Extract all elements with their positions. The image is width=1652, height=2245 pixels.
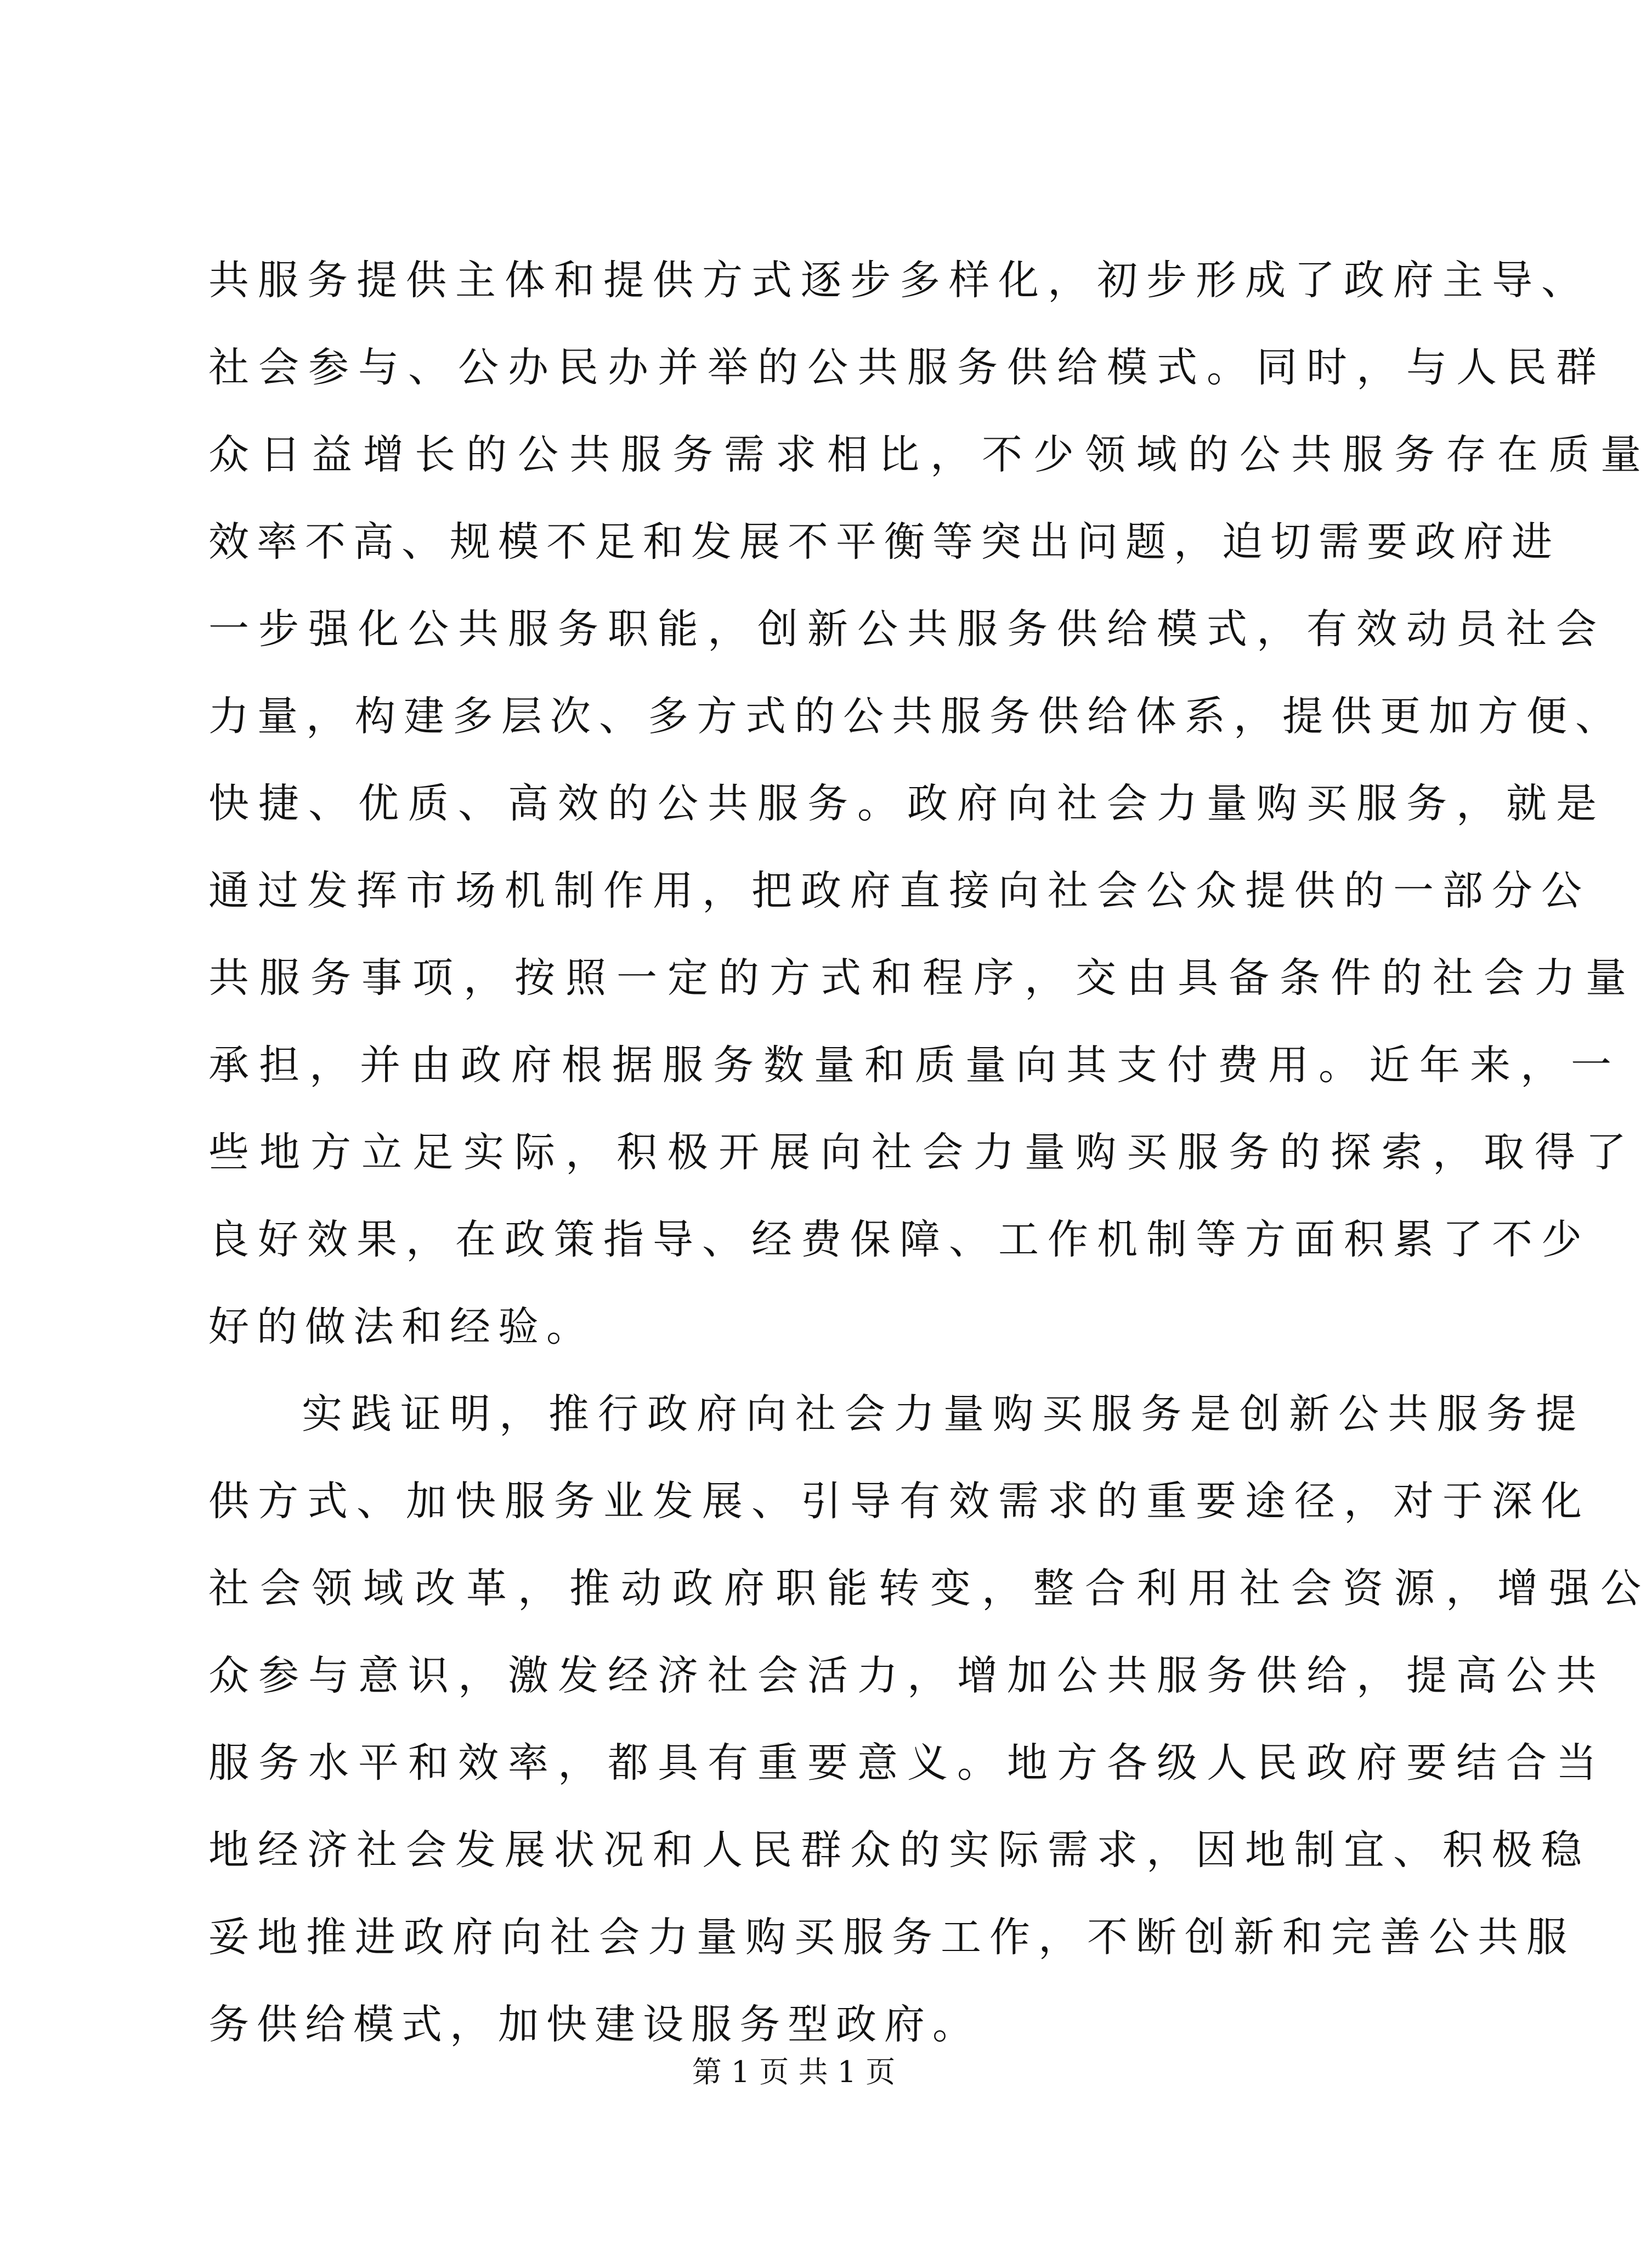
text-line: 供方式、加快服务业发展、引导有效需求的重要途径，对于深化: [208, 1478, 1591, 1525]
text-line: 共服务提供主体和提供方式逐步多样化，初步形成了政府主导、: [208, 257, 1591, 304]
text-line: 地经济社会发展状况和人民群众的实际需求，因地制宜、积极稳: [208, 1826, 1591, 1874]
text-line: 通过发挥市场机制作用，把政府直接向社会公众提供的一部分公: [208, 867, 1591, 914]
text-line: 良好效果，在政策指导、经费保障、工作机制等方面积累了不少: [208, 1216, 1591, 1263]
text-line: 共服务事项，按照一定的方式和程序，交由具备条件的社会力量: [208, 954, 1637, 1002]
text-line: 务供给模式，加快建设服务型政府。: [208, 2001, 981, 2048]
text-line: 社会领域改革，推动政府职能转变，整合利用社会资源，增强公: [208, 1565, 1652, 1612]
page-number-label: 第 1 页 共 1 页: [692, 2055, 896, 2089]
page-footer: [0, 2050, 1587, 2094]
text-line: 众参与意识，激发经济社会活力，增加公共服务供给，提高公共: [208, 1652, 1606, 1699]
text-line: 众日益增长的公共服务需求相比，不少领域的公共服务存在质量: [208, 431, 1652, 478]
text-line: 些地方立足实际，积极开展向社会力量购买服务的探索，取得了: [208, 1129, 1637, 1176]
text-line: 效率不高、规模不足和发展不平衡等突出问题，迫切需要政府进: [208, 518, 1560, 566]
text-line: 社会参与、公办民办并举的公共服务供给模式。同时，与人民群: [208, 344, 1606, 391]
text-line: 快捷、优质、高效的公共服务。政府向社会力量购买服务，就是: [208, 780, 1606, 827]
text-line: 妥地推进政府向社会力量购买服务工作，不断创新和完善公共服: [208, 1914, 1575, 1961]
text-line: 一步强化公共服务职能，创新公共服务供给模式，有效动员社会: [208, 606, 1606, 653]
document-body: [208, 237, 1652, 2068]
text-line: 实践证明，推行政府向社会力量购买服务是创新公共服务提: [302, 1390, 1585, 1438]
text-line: 好的做法和经验。: [208, 1303, 595, 1350]
text-line: 力量，构建多层次、多方式的公共服务供给体系，提供更加方便、: [208, 693, 1624, 740]
text-line: 服务水平和效率，都具有重要意义。地方各级人民政府要结合当: [208, 1739, 1606, 1786]
text-line: 承担，并由政府根据服务数量和质量向其支付费用。近年来，一: [208, 1042, 1621, 1089]
